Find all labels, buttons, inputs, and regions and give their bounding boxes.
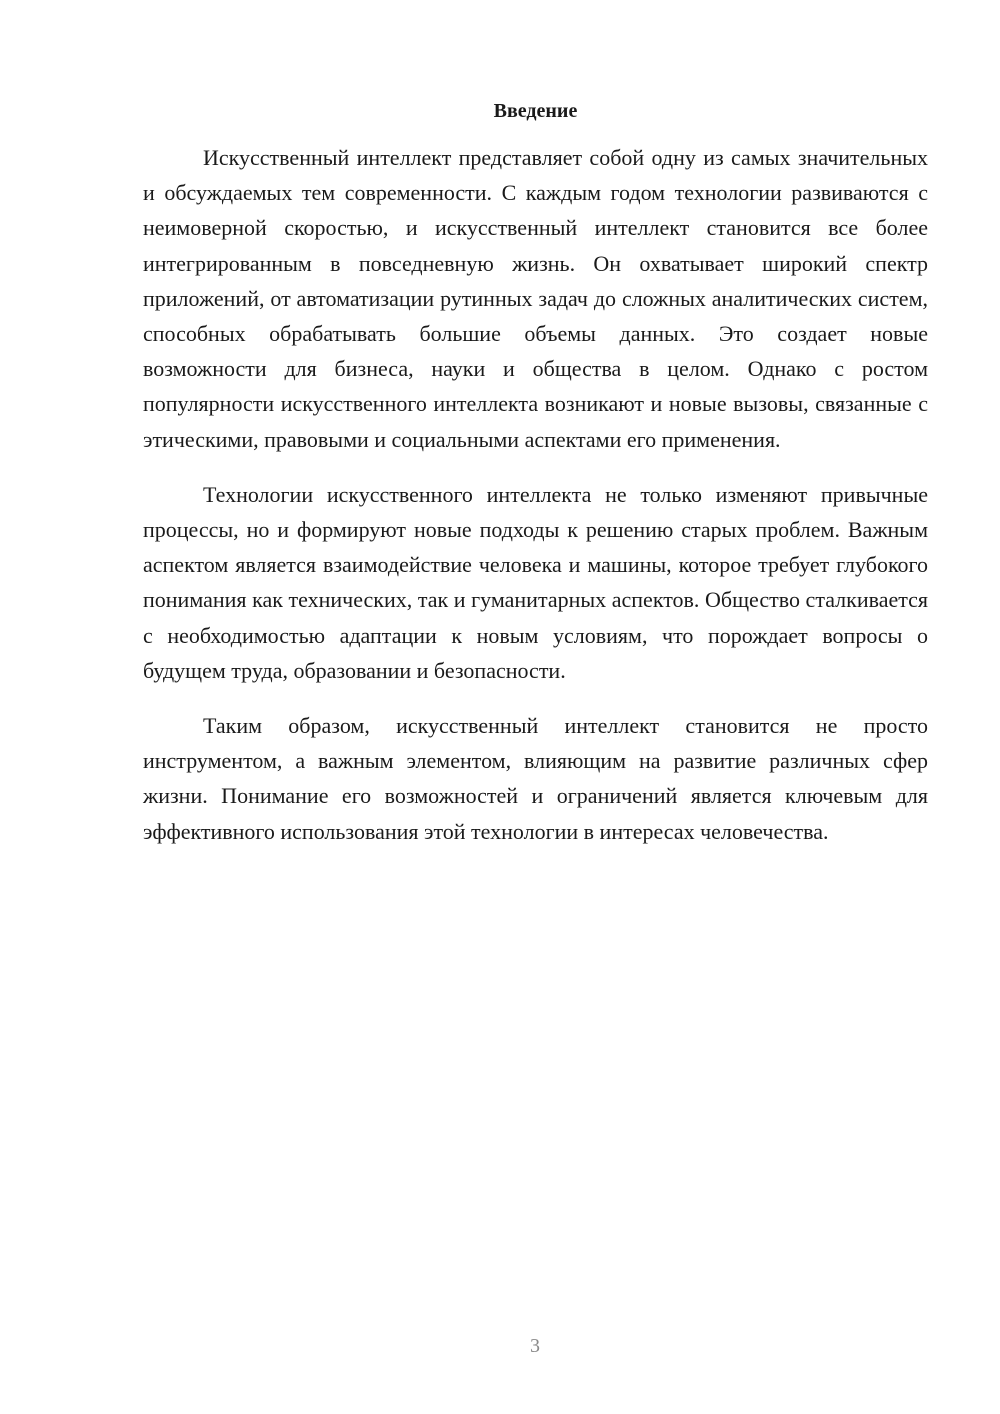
- paragraph-3: Таким образом, искусственный интеллект становится не просто инструментом, а важным элементом, влияющим на развитие различных сфер жизни. Понимание его возможностей и ограничений является ключевым для эффективного использования этой технологии в интересах человечества.: [143, 713, 928, 844]
- paragraph-2: Технологии искусственного интеллекта не только изменяют привычные процессы, но и формируют новые подходы к решению старых проблем. Важным аспектом является взаимодействие человека и машины, которое требует глубокого понимания как технических, так и гуманитарных аспектов. Общество сталкивается с необходимостью адаптации к новым условиям, что порождает вопросы о будущем труда, образовании и безопасности.: [143, 481, 928, 683]
- section-heading: Введение: [493, 100, 578, 122]
- page-content: [143, 96, 928, 869]
- page-number: 3: [530, 1335, 540, 1357]
- paragraph-1: Искусственный интеллект представляет собой одну из самых значительных и обсуждаемых тем современности. С каждым годом технологии развиваются с неимоверной скоростью, и искусственный интеллект становится все более интегрированным в повседневную жизнь. Он охватывает широкий спектр приложений, от автоматизации рутинных задач до сложных аналитических систем, способных обрабатывать большие объемы данных. Это создает новые возможности для бизнеса, науки и общества в целом. Однако с ростом популярности искусственного интеллекта возникают и новые вызовы, связанные с этическими, правовыми и социальными аспектами его применения.: [143, 145, 928, 452]
